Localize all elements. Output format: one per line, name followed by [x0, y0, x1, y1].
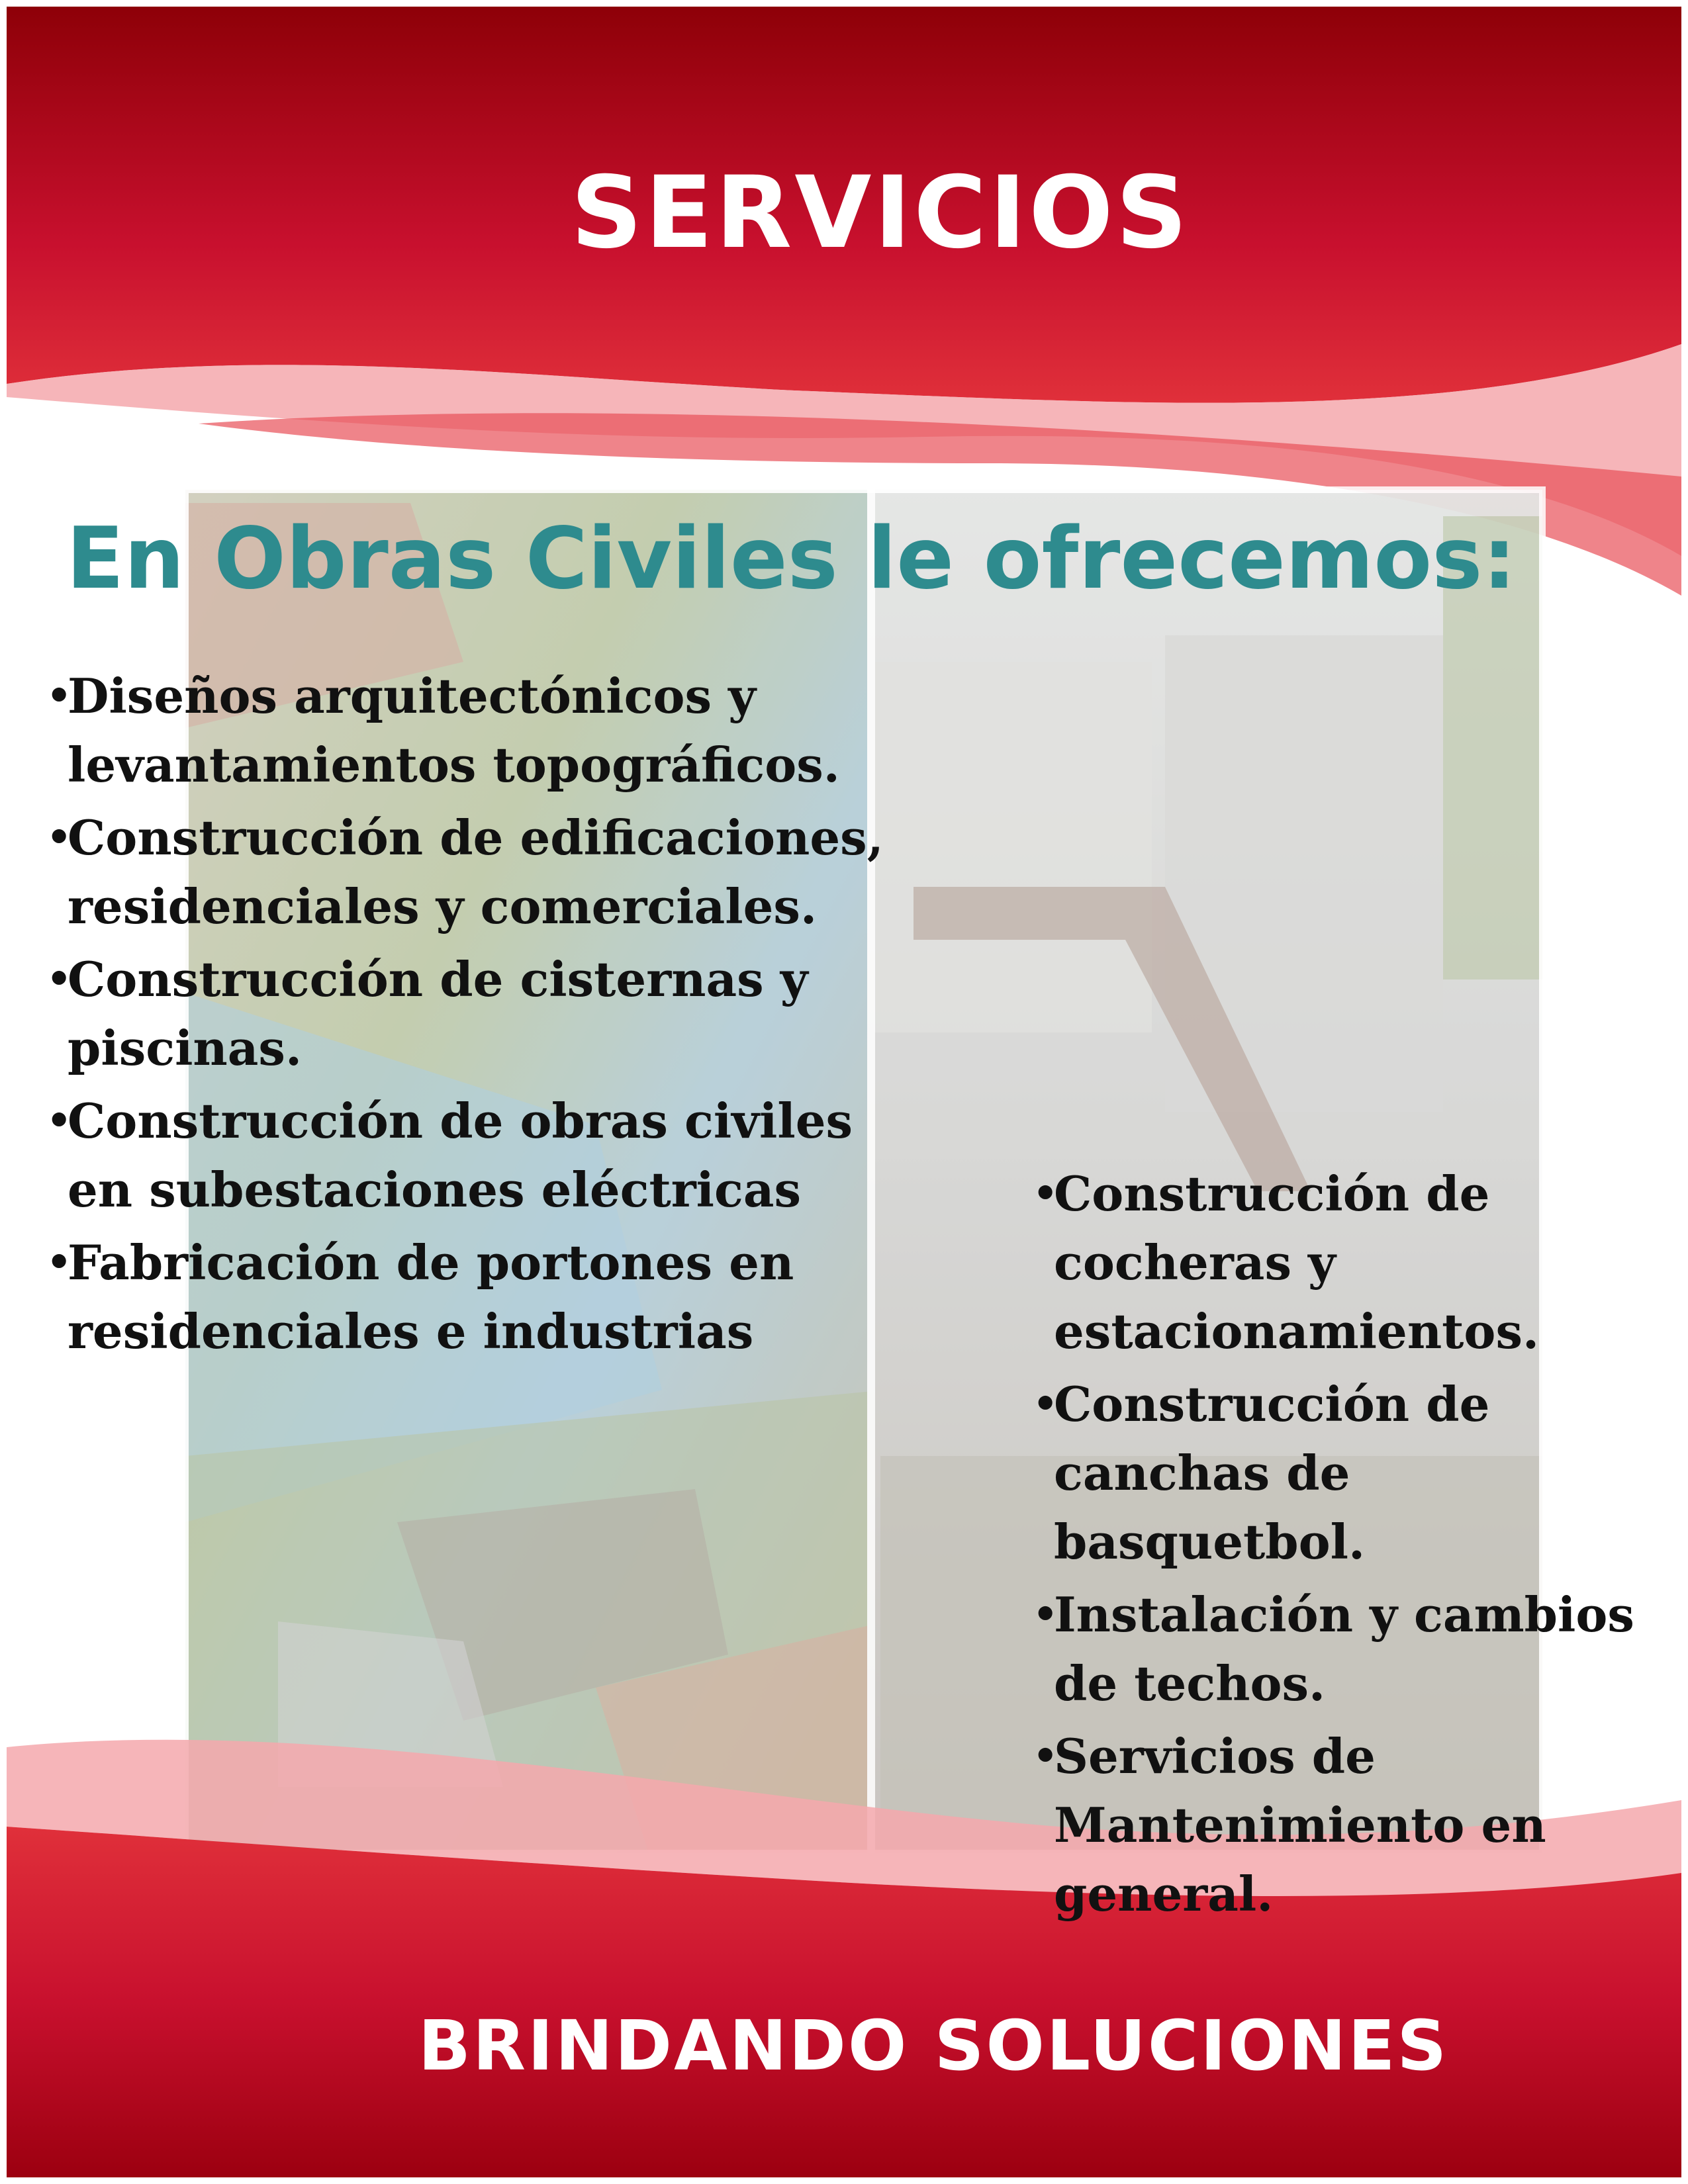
page-title: SERVICIOS	[571, 156, 1190, 271]
bullet-icon: •	[1033, 1381, 1058, 1428]
list-item-label: Fabricación de portones en residenciales e industrias	[68, 1234, 794, 1359]
bullet-icon: •	[46, 1098, 72, 1144]
list-item	[46, 945, 933, 1083]
list-item	[1033, 1160, 1675, 1366]
bullet-icon: •	[46, 673, 72, 719]
list-item	[46, 662, 933, 799]
list-item	[1033, 1580, 1675, 1718]
list-item-label: Construcción de canchas de basquetbol.	[1054, 1376, 1490, 1570]
bullet-icon: •	[1033, 1171, 1058, 1217]
footer-tagline: BRINDANDO SOLUCIONES	[418, 2005, 1449, 2086]
list-item	[46, 803, 933, 941]
section-heading: En Obras Civiles le ofrecemos:	[66, 510, 1517, 608]
bullet-icon: •	[46, 815, 72, 861]
services-list-left	[46, 662, 933, 1370]
list-item-label: Construcción de cocheras y estacionamientos.	[1054, 1165, 1540, 1359]
list-item-label: Diseños arquitectónicos y levantamientos topográficos.	[68, 668, 840, 793]
list-item	[1033, 1722, 1675, 1929]
list-item-label: Instalación y cambios de techos.	[1054, 1586, 1634, 1711]
bullet-icon: •	[1033, 1592, 1058, 1638]
bullet-icon: •	[46, 1240, 72, 1286]
list-item	[1033, 1370, 1675, 1576]
bullet-icon: •	[46, 956, 72, 1003]
list-item-label: Construcción de cisternas y piscinas.	[68, 951, 808, 1076]
list-item	[46, 1228, 933, 1366]
list-item-label: Construcción de edificaciones, residenciales y comerciales.	[68, 809, 884, 934]
services-list-right	[1033, 1160, 1675, 1933]
list-item-label: Servicios de Mantenimiento en general.	[1054, 1728, 1546, 1922]
bullet-icon: •	[1033, 1733, 1058, 1780]
list-item	[46, 1087, 933, 1224]
list-item-label: Construcción de obras civiles en subestaciones eléctricas	[68, 1093, 853, 1218]
